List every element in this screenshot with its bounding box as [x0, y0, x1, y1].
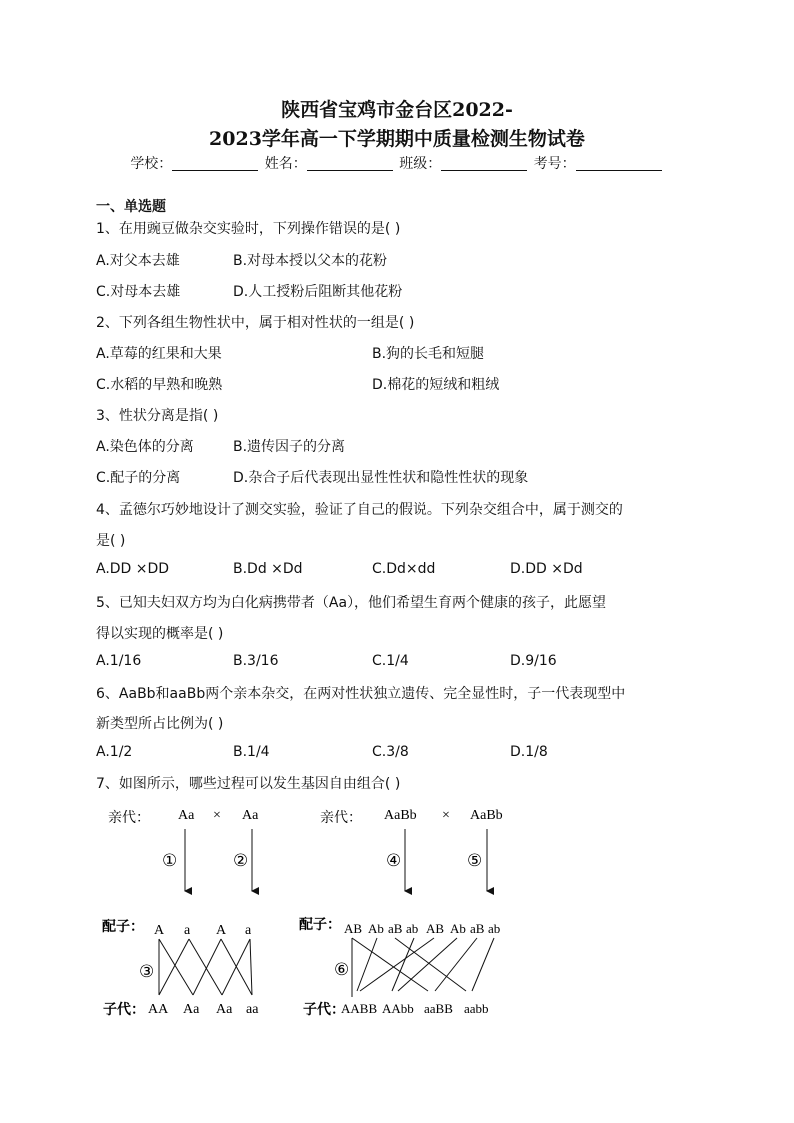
q6-option-c: C.3/8 [372, 744, 409, 760]
school-field[interactable] [172, 156, 258, 171]
class-label: 班级： [399, 156, 442, 172]
left-gamete-2: a [184, 923, 191, 938]
question-4-stem: 4、孟德尔巧妙地设计了测交实验，验证了自己的假说。下列杂交组合中，属于测交的 [96, 502, 623, 518]
section-heading: 一、单选题 [96, 199, 166, 215]
right-gamete-8: ab [488, 921, 501, 936]
right-gamete-3: aB [388, 921, 403, 936]
right-gamete-7: aB [470, 921, 485, 936]
left-offspring-2: Aa [183, 1002, 200, 1017]
question-7-stem: 7、如图所示，哪些过程可以发生基因自由组合( ) [96, 776, 401, 792]
right-gamete-6: Ab [450, 921, 466, 936]
q3-option-c: C.配子的分离 [96, 470, 181, 486]
student-info-row [0, 153, 794, 173]
left-offspring-4: aa [246, 1002, 259, 1017]
number-field[interactable] [576, 156, 662, 171]
left-gamete-3: A [216, 923, 227, 938]
left-parent-1: Aa [178, 808, 195, 823]
q1-option-a: A.对父本去雄 [96, 253, 180, 269]
step-2-label: ② [233, 851, 249, 870]
left-offspring-3: Aa [216, 1002, 233, 1017]
question-6-stem: 6、AaBb和aaBb两个亲本杂交，在两对性状独立遗传、完全显性时，子一代表现型中 [96, 686, 626, 702]
right-offspring-4: aabb [464, 1001, 489, 1016]
step-4-label: ④ [386, 851, 402, 870]
q1-option-d: D.人工授粉后阻断其他花粉 [233, 284, 403, 300]
left-fertilization-lines [159, 939, 252, 995]
right-parent-label: 亲代： [320, 810, 362, 826]
name-field[interactable] [307, 156, 393, 171]
right-offspring-1: AABB [341, 1001, 378, 1016]
q2-option-c: C.水稻的早熟和晚熟 [96, 377, 223, 393]
right-offspring-3: aaBB [424, 1001, 453, 1016]
left-offspring-label: 子代： [103, 1002, 145, 1018]
q4-option-a: A.DD ×DD [96, 561, 170, 577]
question-6-stem-cont: 新类型所占比例为( ) [96, 716, 224, 732]
right-parent-2: AaBb [470, 808, 503, 823]
right-parent-1: AaBb [384, 808, 417, 823]
right-gamete-5: AB [426, 921, 445, 936]
number-label: 考号： [533, 156, 576, 172]
school-label: 学校： [130, 156, 173, 172]
q5-option-a: A.1/16 [96, 653, 142, 669]
step-3-label: ③ [139, 962, 155, 981]
left-gamete-1: A [154, 923, 165, 938]
question-5-stem-cont: 得以实现的概率是( ) [96, 626, 224, 642]
q1-option-b: B.对母本授以父本的花粉 [233, 253, 388, 269]
exam-title-line1: 陕西省宝鸡市金台区2022- [281, 99, 513, 121]
q4-option-b: B.Dd ×Dd [233, 561, 303, 577]
right-gamete-2: Ab [368, 921, 384, 936]
name-label: 姓名： [264, 156, 307, 172]
q5-option-d: D.9/16 [510, 653, 557, 669]
right-gamete-1: AB [344, 921, 363, 936]
left-offspring-1: AA [148, 1002, 169, 1017]
class-field[interactable] [441, 156, 527, 171]
q5-option-b: B.3/16 [233, 653, 279, 669]
q2-option-b: B.狗的长毛和短腿 [372, 346, 485, 362]
step-1-label: ① [162, 851, 178, 870]
exam-title-line2: 2023学年高一下学期期中质量检测生物试卷 [209, 128, 585, 150]
q3-option-a: A.染色体的分离 [96, 439, 194, 455]
q2-option-d: D.棉花的短绒和粗绒 [372, 377, 500, 393]
question-1-stem: 1、在用豌豆做杂交实验时，下列操作错误的是( ) [96, 221, 401, 237]
step-6-label: ⑥ [334, 960, 350, 979]
right-fertilization-lines [352, 938, 494, 997]
left-gamete-label: 配子： [102, 919, 144, 935]
right-offspring-label: 子代： [303, 1002, 345, 1018]
right-offspring-2: AAbb [382, 1001, 414, 1016]
question-2-stem: 2、下列各组生物性状中，属于相对性状的一组是( ) [96, 315, 415, 331]
q1-option-c: C.对母本去雄 [96, 284, 181, 300]
q4-option-d: D.DD ×Dd [510, 561, 583, 577]
q6-option-a: A.1/2 [96, 744, 133, 760]
q6-option-d: D.1/8 [510, 744, 548, 760]
genetics-cross-diagram [0, 795, 794, 1025]
right-gamete-4: ab [406, 921, 419, 936]
right-cross-symbol: × [442, 808, 450, 823]
q3-option-d: D.杂合子后代表现出显性性状和隐性性状的现象 [233, 470, 529, 486]
left-gamete-4: a [245, 923, 252, 938]
q4-option-c: C.Dd×dd [372, 561, 436, 577]
q3-option-b: B.遗传因子的分离 [233, 439, 346, 455]
left-parent-label: 亲代： [108, 810, 150, 826]
step-5-label: ⑤ [467, 851, 483, 870]
left-parent-2: Aa [242, 808, 259, 823]
question-5-stem: 5、已知夫妇双方均为白化病携带者（Aa），他们希望生育两个健康的孩子，此愿望 [96, 595, 607, 611]
q2-option-a: A.草莓的红果和大果 [96, 346, 222, 362]
left-cross-symbol: × [213, 808, 221, 823]
right-gamete-label: 配子： [299, 917, 341, 933]
q5-option-c: C.1/4 [372, 653, 409, 669]
question-4-stem-cont: 是( ) [96, 533, 126, 549]
q6-option-b: B.1/4 [233, 744, 270, 760]
question-3-stem: 3、性状分离是指( ) [96, 408, 219, 424]
